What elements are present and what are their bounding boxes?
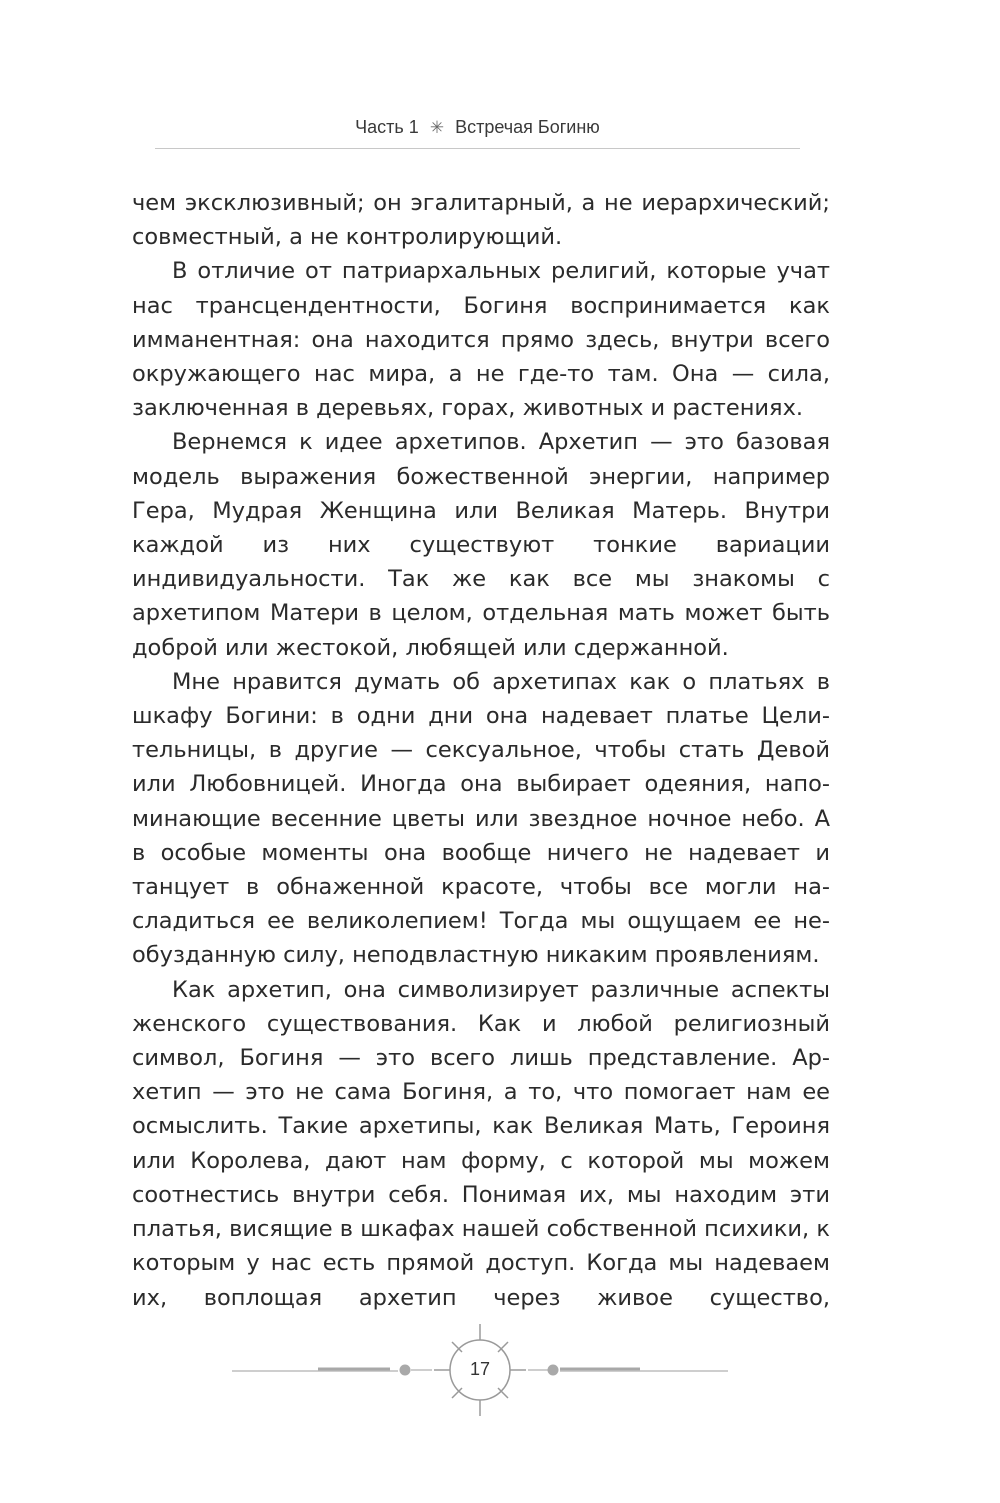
paragraph-4: Мне нравится думать об архетипах как о платьях в шкафу Богини: в одни дни она надевает платье Целительницы, в другие — сексуальное, чтобы стать Девой или Любовницей. Иногда она выбирает одеяния, напоминающие весенние цветы или звездное ночное небо. А в особые моменты она вообще ничего не надевает и танцует в обнаженной красоте, чтобы все могли насладиться ее великолепием! Тогда мы ощущаем ее необузданную силу, неподвластную никаким проявлениям.	[132, 668, 830, 969]
header-part-label: Часть 1	[355, 117, 419, 137]
page-footer	[0, 1320, 1000, 1430]
running-header	[155, 112, 800, 149]
paragraph-2: В отличие от патриархальных религий, которые учат нас трансцендентности, Богиня воспринимается как имманентная: она находится прямо здесь, внутри всего окружающего нас мира, а не где-то там. Она — сила, заключенная в деревьях, горах, животных и растениях.	[132, 258, 830, 422]
paragraph-3: Вернемся к идее архетипов. Архетип — это базовая модель выражения божественной энергии, например Гера, Мудрая Женщина или Великая Матерь. Внутри каждой из них существуют тонкие вариации индивидуальности. Так же как все мы знакомы с архетипом Матери в целом, отдельная мать может быть доброй или жестокой, любящей или сдержанной.	[132, 429, 830, 661]
page-number: 17	[469, 1359, 491, 1379]
header-star-icon: ✳	[429, 118, 445, 137]
header-chapter-title: Встречая Богиню	[455, 117, 600, 137]
body-text	[132, 186, 830, 1315]
paragraph-1: чем эксклюзивный; он эгалитарный, а не иерархический; совместный, а не контролирующий.	[132, 190, 830, 251]
paragraph-5: Как архетип, она символизирует различные аспекты женского существования. Как и любой религиозный символ, Богиня — это всего лишь представление. Архетип — это не сама Богиня, а то, что помогает нам ее осмыслить. Такие архетипы, как Великая Мать, Героиня или Королева, дают нам форму, с которой мы можем соотнестись внутри себя. Понимая их, мы находим эти платья, висящие в шкафах нашей собственной психики, к которым у нас есть прямой доступ. Когда мы надеваем их, воплощая архетип через живое существо,	[132, 976, 830, 1311]
